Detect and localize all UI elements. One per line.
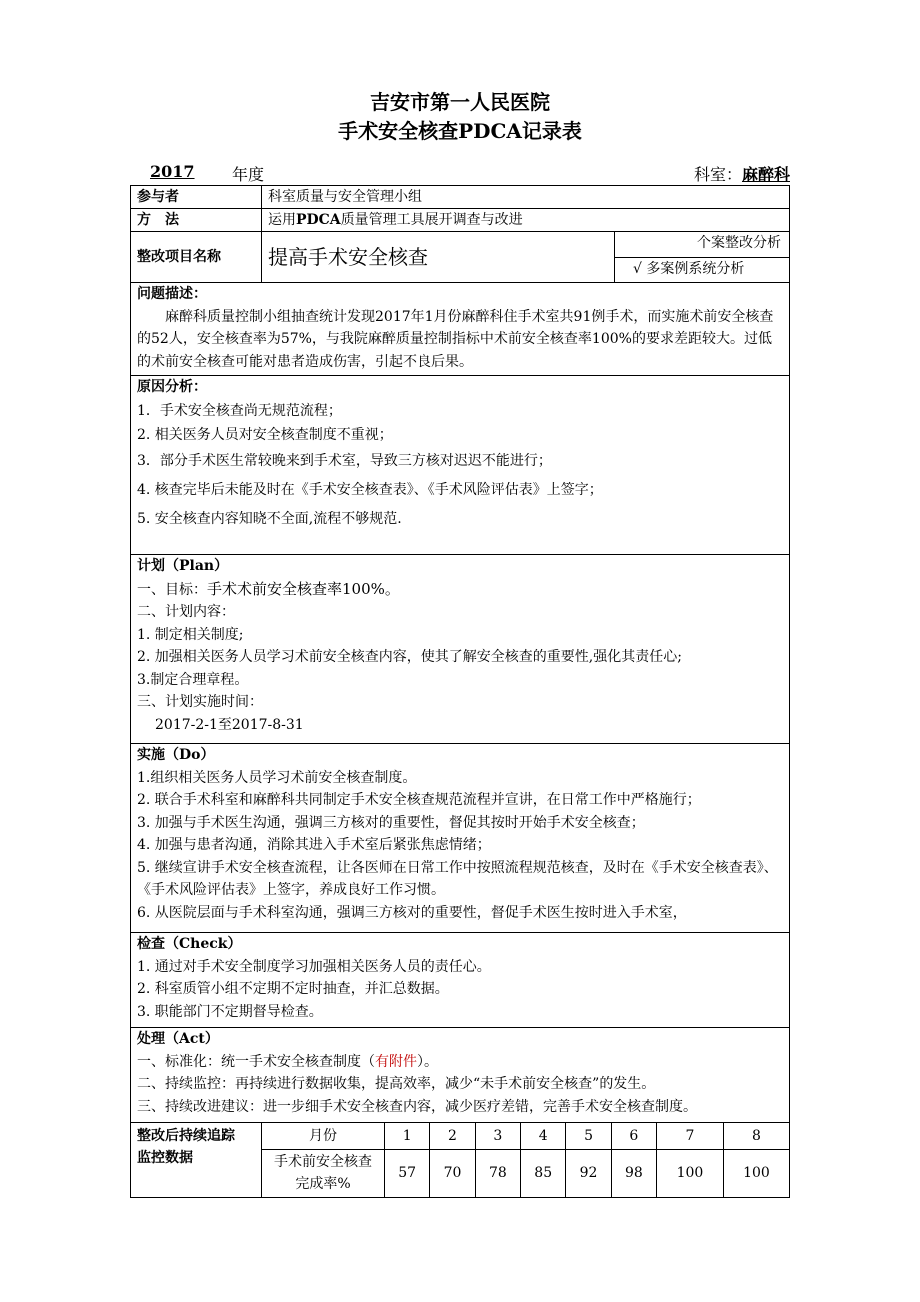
- rate-cell: 100: [723, 1149, 789, 1197]
- dept-value: 麻醉科: [741, 165, 790, 184]
- month-cell: 7: [657, 1123, 724, 1149]
- plan-section: [131, 555, 790, 744]
- problem-text: 麻醉科质量控制小组抽查统计发现2017年1月份麻醉科住手术室共91例手术，而实施术前安全核查的52人，安全核查率为57%，与我院麻醉质量控制指标中术前安全核查率100%的要求差距较大。过低的术前安全核查可能对患者造成伤害，引起不良后果。: [137, 308, 774, 370]
- pdca-table: [130, 185, 790, 1198]
- act-line: 三、持续改进建议：进一步细手术安全核查内容，减少医疗差错，完善手术安全核查制度。: [137, 1098, 697, 1115]
- plan-item: 1. 制定相关制度;: [137, 626, 244, 643]
- rate-cell: 57: [385, 1149, 430, 1197]
- cause-heading: 原因分析：: [137, 379, 207, 395]
- plan-goal: 一、目标：手术术前安全核查率100%。: [137, 579, 400, 598]
- problem-section: [131, 283, 790, 376]
- check-item: 3. 职能部门不定期督导检查。: [137, 1003, 323, 1020]
- hospital-name: 吉安市第一人民医院: [370, 90, 550, 114]
- department: [694, 162, 790, 185]
- rate-label: 手术前安全核查完成率%: [262, 1149, 385, 1197]
- cause-item: 5. 安全核查内容知晓不全面,流程不够规范.: [137, 510, 402, 527]
- plan-item: 2. 加强相关医务人员学习术前安全核查内容，使其了解安全核查的重要性,强化其责任心;: [137, 649, 682, 665]
- rate-cell: 100: [657, 1149, 724, 1197]
- month-cell: 4: [521, 1123, 566, 1149]
- form-title: 手术安全核查PDCA记录表: [338, 119, 582, 143]
- act-section: [131, 1028, 790, 1123]
- cause-section: [131, 376, 790, 555]
- monitor-table: [262, 1123, 789, 1197]
- project-label: 整改项目名称: [131, 232, 262, 283]
- month-cell: 5: [566, 1123, 611, 1149]
- plan-content-heading: 二、计划内容：: [137, 604, 235, 620]
- do-item: 1.组织相关医务人员学习术前安全核查制度。: [137, 769, 417, 786]
- do-heading: 实施（Do）: [137, 747, 215, 763]
- method-label: 方 法: [131, 209, 262, 232]
- month-cell: 8: [723, 1123, 789, 1149]
- year-label: 年度: [232, 165, 265, 184]
- act-line: 二、持续监控：再持续进行数据收集，提高效率，减少“未手术前安全核查”的发生。: [137, 1076, 656, 1092]
- option-multi-case: √ 多案例系统分析: [615, 257, 789, 282]
- monitor-label: 整改后持续追踪 监控数据: [131, 1123, 262, 1198]
- do-section: [131, 744, 790, 933]
- rate-cell: 98: [611, 1149, 656, 1197]
- do-item: 5. 继续宣讲手术安全核查流程，让各医师在日常工作中按照流程规范核查，及时在《手术安全核查表》、《手术风险评估表》上签字，养成良好工作习惯。: [137, 859, 778, 898]
- project-name: 提高手术安全核查: [262, 232, 615, 283]
- act-heading: 处理（Act）: [137, 1031, 219, 1047]
- rate-cell: 85: [521, 1149, 566, 1197]
- check-heading: 检查（Check）: [137, 936, 242, 952]
- month-label: 月份: [262, 1123, 385, 1149]
- cause-item: 4. 核查完毕后未能及时在《手术安全核查表》、《手术风险评估表》上签字；: [137, 481, 603, 498]
- act-line: 一、标准化：统一手术安全核查制度（有附件）。: [137, 1053, 438, 1070]
- do-item: 4. 加强与患者沟通，消除其进入手术室后紧张焦虑情绪；: [137, 837, 491, 853]
- plan-item: 3.制定合理章程。: [137, 671, 249, 688]
- participants-label: 参与者: [131, 186, 262, 209]
- check-item: 1. 通过对手术安全制度学习加强相关医务人员的责任心。: [137, 958, 491, 975]
- attachment-note: 有附件: [375, 1053, 417, 1070]
- year-value: 2017: [150, 162, 195, 181]
- cause-item: 3．部分手术医生常较晚来到手术室，导致三方核对迟迟不能进行；: [137, 452, 552, 469]
- month-cell: 1: [385, 1123, 430, 1149]
- check-item: 2. 科室质管小组不定期不定时抽查，并汇总数据。: [137, 981, 449, 997]
- month-cell: 2: [430, 1123, 475, 1149]
- plan-time-heading: 三、计划实施时间：: [137, 694, 263, 710]
- do-item: 3. 加强与手术医生沟通，强调三方核对的重要性，督促其按时开始手术安全核查；: [137, 814, 645, 831]
- method-value: 运用PDCA质量管理工具展开调查与改进: [262, 209, 790, 232]
- month-cell: 3: [475, 1123, 520, 1149]
- do-item: 6. 从医院层面与手术科室沟通，强调三方核对的重要性，督促手术医生按时进入手术室，: [137, 904, 687, 921]
- month-cell: 6: [611, 1123, 656, 1149]
- monitor-data: [262, 1123, 790, 1198]
- do-item: 2. 联合手术科室和麻醉科共同制定手术安全核查规范流程并宣讲，在日常工作中严格施行；: [137, 792, 701, 808]
- cause-item: 1．手术安全核查尚无规范流程；: [137, 402, 342, 419]
- rate-cell: 70: [430, 1149, 475, 1197]
- plan-time: 2017-2-1至2017-8-31: [155, 716, 304, 733]
- plan-heading: 计划（Plan）: [137, 558, 229, 574]
- rate-cell: 92: [566, 1149, 611, 1197]
- check-section: [131, 933, 790, 1028]
- problem-heading: 问题描述：: [137, 286, 207, 302]
- year-dept-line: [130, 162, 790, 184]
- cause-item: 2. 相关医务人员对安全核查制度不重视；: [137, 426, 393, 443]
- dept-label: 科室：: [693, 165, 742, 184]
- analysis-type: [615, 232, 790, 283]
- participants-value: 科室质量与安全管理小组: [262, 186, 790, 209]
- rate-cell: 78: [475, 1149, 520, 1197]
- option-single-case: 个案整改分析: [697, 235, 781, 251]
